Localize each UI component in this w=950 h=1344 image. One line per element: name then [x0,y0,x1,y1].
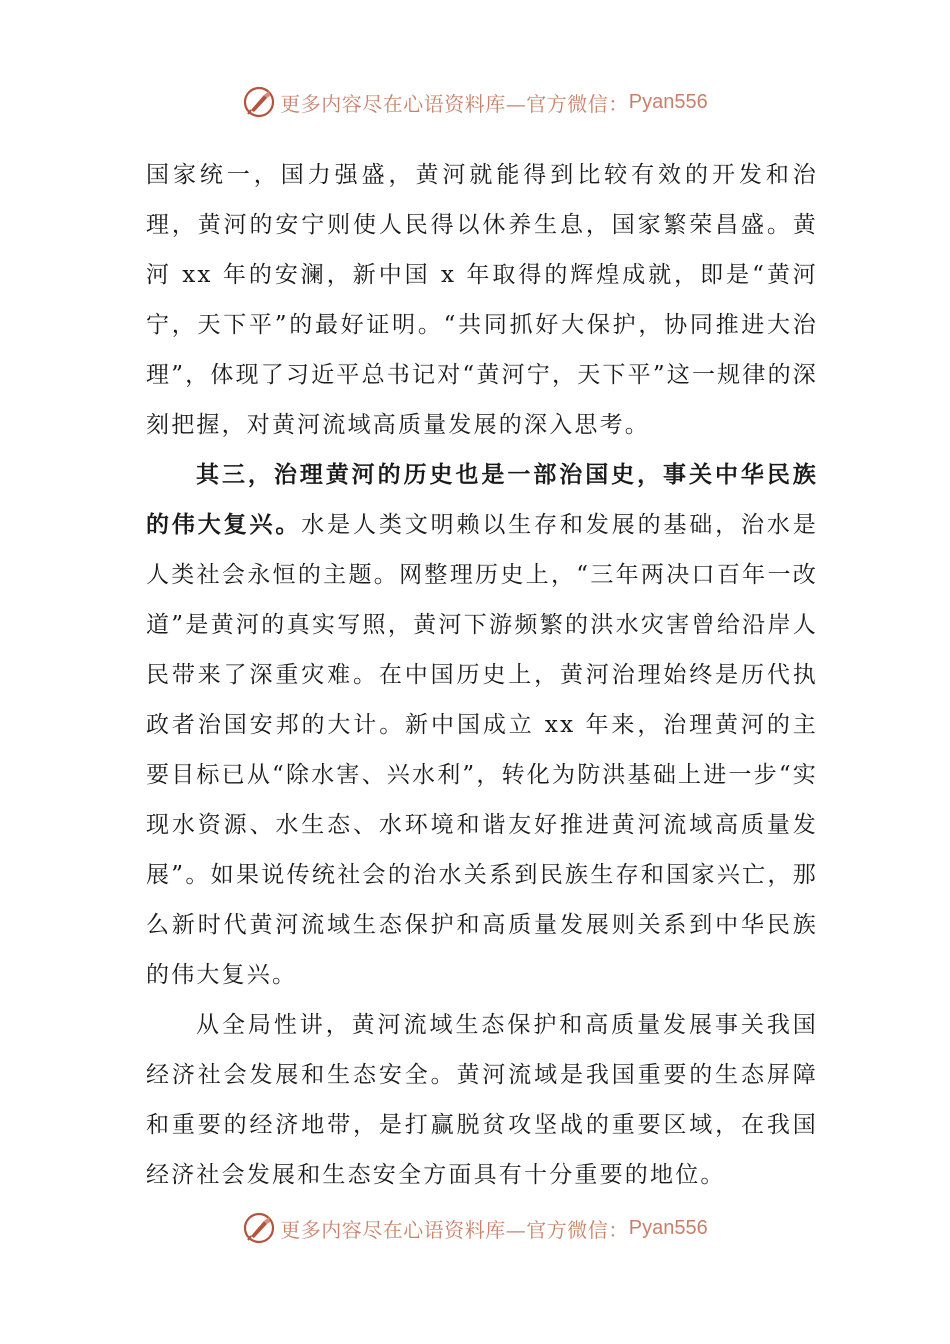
paragraph-3-text: 从全局性讲，黄河流域生态保护和高质量发展事关我国经济社会发展和生态安全。黄河流域是我国重要的生态屏障和重要的经济地带，是打赢脱贫攻坚战的重要区域，在我国经济社会发展和生态安全方面具有十分重要的地位。 [146,1012,818,1188]
footer-watermark-banner [0,1208,950,1248]
paragraph-2-text: 水是人类文明赖以生存和发展的基础，治水是人类社会永恒的主题。网整理历史上，“三年两决口百年一改道”是黄河的真实写照，黄河下游频繁的洪水灾害曾给沿岸人民带来了深重灾难。在中国历史上，黄河治理始终是历代执政者治国安邦的大计。新中国成立 xx 年来，治理黄河的主要目标已从“除水害、兴水利”，转化为防洪基础上进一步“实现水资源、水生态、水环境和谐友好推进黄河流域高质量发展”。如果说传统社会的治水关系到民族生存和国家兴亡，那么新时代黄河流域生态保护和高质量发展则关系到中华民族的伟大复兴。 [146,512,818,988]
paragraph-2-heading: 其三，治理黄河的历史也是一部治国史，事关中华民族的伟大复兴。 [146,461,818,538]
paragraph-3 [146,1000,818,1200]
paragraph-1-text: 国家统一，国力强盛，黄河就能得到比较有效的开发和治理，黄河的安宁则使人民得以休养生息，国家繁荣昌盛。黄河 xx 年的安澜，新中国 x 年取得的辉煌成就，即是“黄河宁，天下平”的最好证明。“共同抓好大保护，协同推进大治理”，体现了习近平总书记对“黄河宁，天下平”这一规律的深刻把握，对黄河流域高质量发展的深入思考。 [146,162,818,438]
banner-wechat-id: Pyan556 [628,90,708,113]
paragraph-2 [146,450,818,1000]
banner-text: 更多内容尽在心语资料库—官方微信： [280,1217,629,1242]
banner-text: 更多内容尽在心语资料库—官方微信： [280,91,629,116]
pen-nib-logo-icon [242,85,276,119]
pen-nib-logo-icon [242,1211,276,1245]
document-body [146,150,818,1200]
header-watermark-banner [0,82,950,122]
paragraph-1 [146,150,818,450]
banner-wechat-id: Pyan556 [628,1216,708,1239]
